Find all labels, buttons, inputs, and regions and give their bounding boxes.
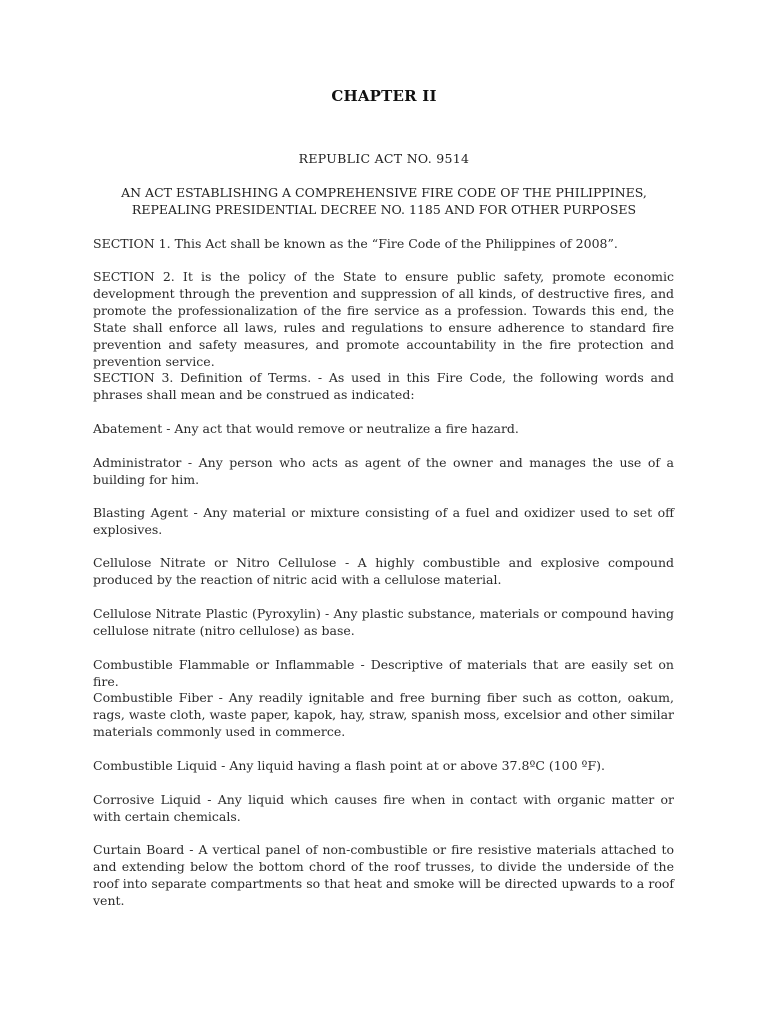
definition-combustible-liquid: Combustible Liquid - Any liquid having a flash point at or above 37.8ºC (100 ºF). <box>93 758 605 773</box>
section-2-paragraph: SECTION 2. It is the policy of the State to ensure public safety, promote economic development through the prevention and suppression of all kinds, of destructive fires, and promote the professionalization of the fire service as a profession. Towards this end, the State shall enforce all laws, rules and regulations to ensure adherence to standard fire prevention and safety measures, and promote accountability in the fire protection and prevention service. <box>93 269 674 369</box>
definition-cellulose-nitrate-plastic: Cellulose Nitrate Plastic (Pyroxylin) - Any plastic substance, materials or compound having cellulose nitrate (nitro cellulose) as base. <box>93 606 674 638</box>
definition-cellulose-nitrate: Cellulose Nitrate or Nitro Cellulose - A highly combustible and explosive compound produced by the reaction of nitric acid with a cellulose material. <box>93 555 674 587</box>
section-3-paragraph: SECTION 3. Definition of Terms. - As used in this Fire Code, the following words and phrases shall mean and be construed as indicated: <box>93 370 674 402</box>
definition-combustible-flammable: Combustible Flammable or Inflammable - Descriptive of materials that are easily set on fire. <box>93 657 674 689</box>
definition-abatement: Abatement - Any act that would remove or neutralize a fire hazard. <box>93 421 519 436</box>
act-title-line-1: AN ACT ESTABLISHING A COMPREHENSIVE FIRE CODE OF THE PHILIPPINES, <box>121 185 647 200</box>
definition-curtain-board: Curtain Board - A vertical panel of non-combustible or fire resistive materials attached to and extending below the bottom chord of the roof trusses, to divide the underside of the roof into separate compartments so that heat and smoke will be directed upwards to a roof vent. <box>93 842 674 908</box>
section-1-paragraph: SECTION 1. This Act shall be known as the “Fire Code of the Philippines of 2008”. <box>93 236 618 251</box>
act-number-heading: REPUBLIC ACT NO. 9514 <box>298 151 470 166</box>
definition-combustible-fiber: Combustible Fiber - Any readily ignitable and free burning fiber such as cotton, oakum, rags, waste cloth, waste paper, kapok, hay, straw, spanish moss, excelsior and other similar materials commonly used in commerce. <box>93 690 674 739</box>
act-title-line-2: REPEALING PRESIDENTIAL DECREE NO. 1185 AND FOR OTHER PURPOSES <box>131 202 637 217</box>
chapter-heading: CHAPTER II <box>331 87 437 105</box>
definition-corrosive-liquid: Corrosive Liquid - Any liquid which causes fire when in contact with organic matter or with certain chemicals. <box>93 792 674 824</box>
definition-administrator: Administrator - Any person who acts as agent of the owner and manages the use of a building for him. <box>93 455 674 487</box>
act-title <box>92 184 676 218</box>
definition-blasting-agent: Blasting Agent - Any material or mixture consisting of a fuel and oxidizer used to set off explosives. <box>93 505 674 537</box>
